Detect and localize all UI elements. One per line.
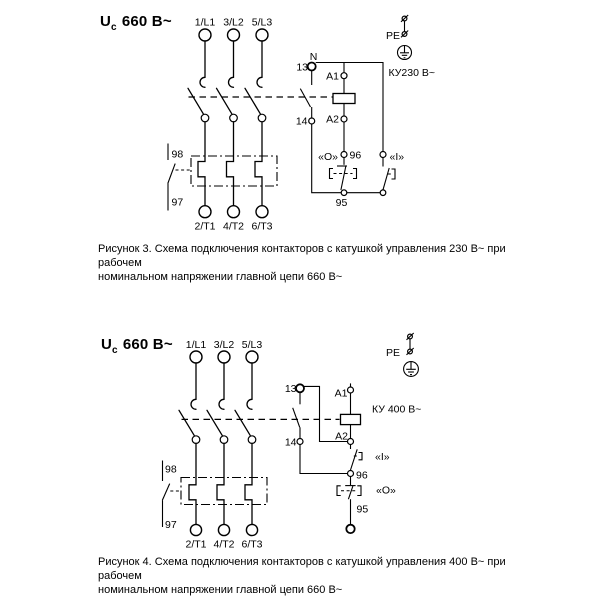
- fig4-earth-icon: [404, 362, 419, 377]
- fig4-label-PE: PE: [385, 347, 400, 359]
- fig4-stop-bracket-right: [357, 486, 361, 496]
- fig3-caption: [98, 243, 543, 284]
- fig4-label-coil-name: КУ 400 В~: [372, 403, 422, 416]
- fig3-stop-bracket-right: [353, 169, 357, 179]
- fig4-label-5L3: 5/L3: [241, 339, 263, 351]
- fig4-label-1L1: 1/L1: [185, 339, 207, 351]
- fig3-control-circuit: [300, 63, 395, 196]
- fig3-label-96: 96: [349, 149, 362, 162]
- fig3-terminal-a1: [341, 73, 347, 79]
- fig3-pole-1: [188, 29, 211, 218]
- fig4-label-3L2: 3/L2: [213, 339, 235, 351]
- fig4-label-A2: A2: [335, 430, 348, 443]
- fig3-label-4T2: 4/T2: [222, 220, 245, 233]
- fig3-pole-3: [245, 29, 268, 218]
- fig4-label-2T1: 2/T1: [185, 538, 207, 551]
- fig4-label-start: «I»: [375, 451, 390, 463]
- fig4-terminal-13: [296, 384, 304, 392]
- fig3-label-3L2: 3/L2: [223, 16, 244, 29]
- fig4-pole-3: [235, 351, 258, 536]
- fig3-earth-icon: [398, 46, 412, 60]
- fig3-title-value: 660 В~: [121, 13, 172, 30]
- fig3-label-coil-name: КУ230 В~: [388, 67, 435, 79]
- fig3-label-95: 95: [335, 197, 348, 209]
- fig3-stop-bracket-left: [330, 169, 334, 179]
- fig3-label-A2: A2: [326, 113, 339, 126]
- fig4-title-value: 660 В~: [122, 336, 173, 353]
- fig3-label-1L1: 1/L1: [194, 16, 216, 29]
- fig4-terminal-a1: [348, 387, 354, 393]
- fig3-terminal-96: [341, 152, 347, 158]
- fig4-label-6T3: 6/T3: [241, 538, 263, 551]
- fig4-label-14: 14: [284, 436, 297, 449]
- fig4-coil: [341, 414, 361, 424]
- fig4-label-95: 95: [356, 503, 369, 516]
- fig3-terminal-a2: [341, 116, 347, 122]
- fig4-caption-line1: Рисунок 4. Схема подключения контакторов с катушкой управления 400 В~ при рабочем: [98, 556, 506, 582]
- fig3-label-97: 97: [171, 196, 184, 209]
- fig4-title-u: U: [101, 336, 113, 353]
- fig3-terminal-13: [308, 63, 316, 71]
- fig4-stop-bracket-left: [337, 486, 341, 496]
- fig3-label-5L3: 5/L3: [251, 16, 273, 29]
- fig3-label-13: 13: [296, 61, 308, 74]
- fig3-title-u: U: [100, 13, 112, 30]
- fig3-caption-line1: Рисунок 3. Схема подключения контакторов с катушкой управления 230 В~ при рабочем: [98, 243, 506, 269]
- fig4-label-stop: «О»: [376, 484, 396, 497]
- fig3-start-bracket: [392, 169, 396, 179]
- fig3-label-start: «I»: [389, 151, 405, 163]
- fig3-caption-line2: номинальном напряжении главной цепи 660 В~: [98, 270, 343, 283]
- fig4-terminal-a2: [348, 439, 354, 445]
- fig3-label-A1: A1: [326, 70, 339, 83]
- fig3-title-sub: c: [111, 22, 117, 33]
- fig4-label-A1: A1: [334, 387, 348, 400]
- figure3-diagram: [168, 15, 435, 233]
- fig3-label-2T1: 2/T1: [194, 220, 216, 233]
- fig4-pole-1: [179, 351, 202, 536]
- fig4-label-96: 96: [356, 469, 368, 482]
- fig3-label-PE: PE: [385, 30, 400, 42]
- fig4-terminal-14: [297, 439, 303, 445]
- fig4-label-13: 13: [284, 383, 297, 395]
- fig3-pole-2: [217, 29, 240, 218]
- fig3-label-14: 14: [295, 115, 308, 128]
- fig3-label-stop: «О»: [318, 151, 338, 163]
- fig4-14-to-96-wire: [300, 445, 348, 474]
- fig3-label-N: N: [309, 51, 318, 63]
- fig4-terminal-96: [348, 471, 354, 477]
- fig4-start-bracket: [359, 453, 363, 460]
- fig4-label-98: 98: [165, 463, 177, 476]
- fig4-aux-contact-blade: [293, 408, 300, 428]
- fig4-pole-2: [207, 351, 230, 536]
- fig4-label-4T2: 4/T2: [213, 538, 235, 551]
- fig3-coil: [333, 94, 355, 104]
- fig4-title-sub: c: [112, 345, 118, 356]
- fig4-label-97: 97: [165, 519, 177, 531]
- fig4-terminal-95: [346, 525, 354, 533]
- fig3-terminal-14: [309, 118, 315, 124]
- fig3-terminal-95: [341, 190, 347, 196]
- fig4-pe-symbol: [404, 333, 419, 376]
- fig4-control-circuit: [293, 383, 362, 533]
- fig4-caption: [98, 556, 543, 597]
- fig4-start-button-contact: [351, 445, 363, 471]
- fig3-label-6T3: 6/T3: [251, 220, 273, 233]
- fig3-label-98: 98: [171, 148, 184, 161]
- fig4-caption-line2: номинальном напряжении главной цепи 660 В~: [98, 583, 343, 596]
- fig3-aux-contact-blade: [300, 89, 310, 107]
- figure4-diagram: [162, 333, 421, 551]
